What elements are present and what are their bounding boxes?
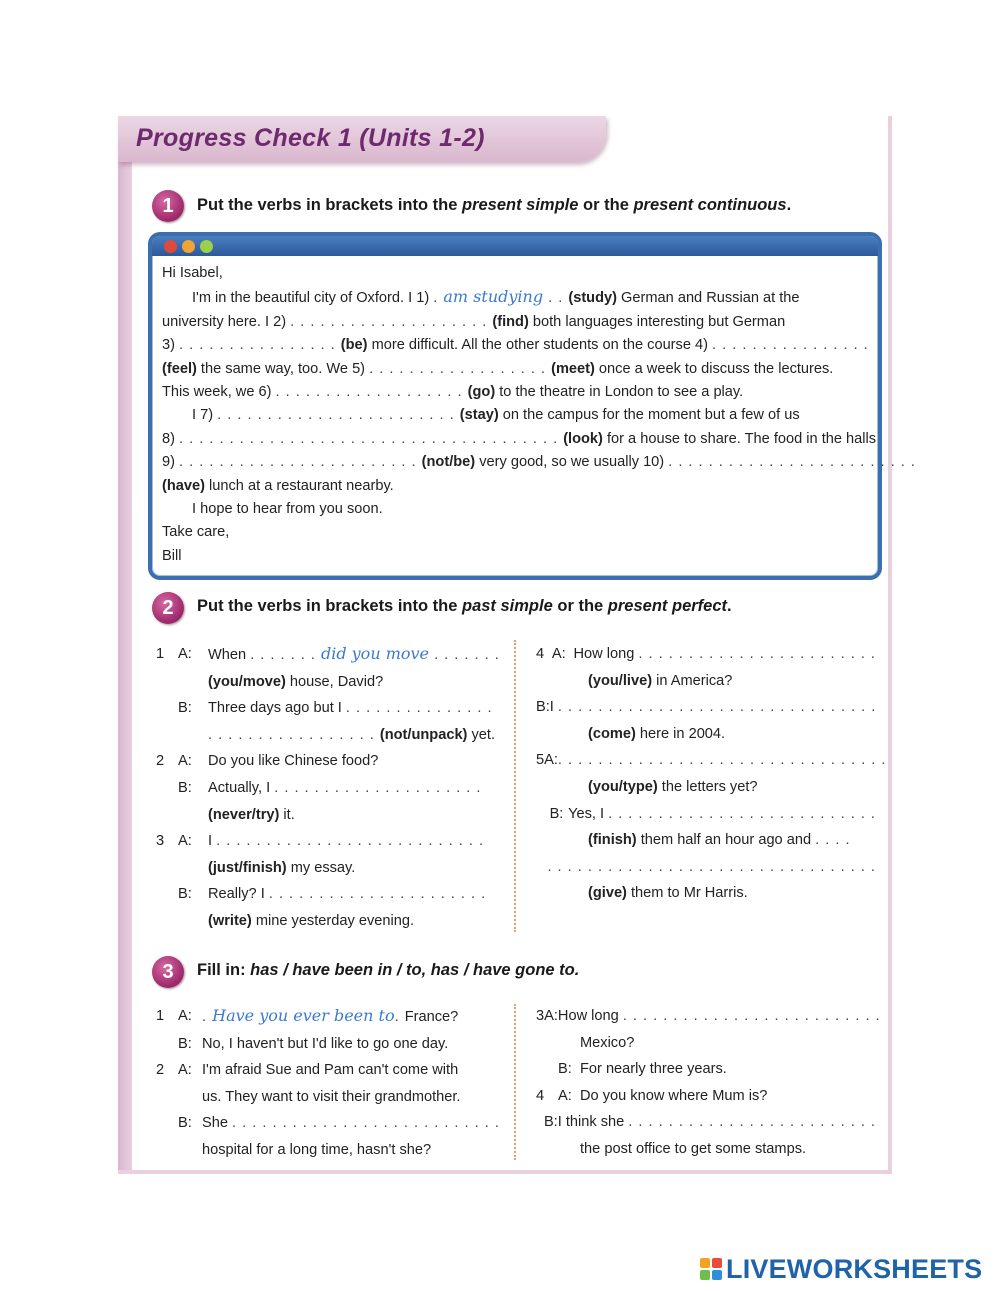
letter-line: 9) . . . . . . . . . . . . . . . . . . . . . . . . (not/be) very good, so we usually 10) . . . . . . . . . . . . . . . . . . . . . . . . . [162, 454, 916, 471]
blank[interactable]: . . . . . . . . . . . . . . . . . . . . . . . . . . . . . . . . . [557, 752, 887, 769]
list-item: hospital for a long time, hasn't she? [202, 1141, 432, 1158]
exercise-1-instruction: Put the verbs in brackets into the present simple or the present continuous. [197, 196, 792, 214]
letter-line: 8) . . . . . . . . . . . . . . . . . . . . . . . . . . . . . . . . . . . . . . (look) for a house to share. The food in the halls [162, 430, 877, 447]
exercise-2-left-column [156, 641, 501, 935]
list-item: B: I . . . . . . . . . . . . . . . . . . . . . . . . . . . . . . . . [536, 699, 877, 716]
list-item: 5 A: . . . . . . . . . . . . . . . . . . . . . . . . . . . . . . . . . [536, 752, 887, 769]
letter-line: This week, we 6) . . . . . . . . . . . . . . . . . . . (go) to the theatre in London to see a play. [162, 384, 744, 401]
list-item: B: She . . . . . . . . . . . . . . . . . . . . . . . . . . . [178, 1115, 500, 1132]
list-item: (give) them to Mr Harris. [588, 885, 748, 902]
blank[interactable]: . . . . . . . . . . . . . . . . . [208, 726, 380, 743]
blank[interactable]: . . . . . . . . . . . . . . . . . . . . . . . . . . [622, 1008, 881, 1024]
column-divider [514, 640, 516, 932]
exercise-2-instruction: Put the verbs in brackets into the past simple or the present perfect. [197, 597, 732, 615]
list-item: us. They want to visit their grandmother. [202, 1088, 461, 1105]
letter-line: university here. I 2) . . . . . . . . . . . . . . . . . . . . (find) both languages interesting but German [162, 313, 786, 330]
orange-dot-icon [182, 240, 195, 253]
exercise-1-number: 1 [152, 190, 184, 222]
list-item: (never/try) it. [208, 806, 295, 823]
blank[interactable]: . . . . . . . . . . . . . . . . . . . . . . . . . . . [608, 805, 876, 822]
logo-grid-icon [700, 1258, 722, 1280]
blank-2[interactable]: . . . . . . . . . . . . . . . . . . . . [290, 313, 493, 330]
logo-text: LIVEWORKSHEETS [726, 1253, 983, 1284]
blank[interactable]: . . . . . . . . . . . . . . . . . . . . . . . . . . . . . . . . [557, 699, 877, 716]
letter-line: 3) . . . . . . . . . . . . . . . . (be) more difficult. All the other students on the course 4) . . . . . . . . . . . . . . . . [162, 337, 869, 354]
list-item: B: For nearly three years. [558, 1061, 727, 1078]
letter-signature: Bill [162, 547, 182, 564]
blank[interactable]: . . . . . . . . . . . . . . . . . . . . . [274, 779, 482, 796]
letter-line: I hope to hear from you soon. [192, 501, 383, 518]
page-left-band [118, 116, 132, 1174]
page-bottom-edge [118, 1170, 892, 1174]
list-item: (write) mine yesterday evening. [208, 912, 415, 929]
letter-text [162, 262, 916, 568]
list-item: 2 A: I'm afraid Sue and Pam can't come with [156, 1062, 459, 1079]
list-item: 1 A: When . . . . . . . did you move . . . . . . . [156, 644, 500, 663]
list-item: (you/live) in America? [588, 672, 733, 689]
red-dot-icon [164, 240, 177, 253]
exercise-3-right-column [536, 1003, 881, 1163]
list-item: 1 A: . Have you ever been to. France? [156, 1006, 459, 1025]
exercise-3-number: 3 [152, 956, 184, 988]
list-item: B: Three days ago but I . . . . . . . . . . . . . . . [178, 700, 493, 717]
column-divider [514, 1004, 516, 1160]
answer-2-1[interactable]: did you move [320, 644, 430, 663]
blank-9[interactable]: . . . . . . . . . . . . . . . . . . . . . . . . [179, 454, 422, 471]
list-item: 3 A: I . . . . . . . . . . . . . . . . . . . . . . . . . . . [156, 833, 485, 850]
blank[interactable]: . . . . . . . . . . . . . . . . . . . . . . . . . . . . . . . . . [547, 858, 876, 875]
blank[interactable]: . . . . . . . . . . . . . . . . . . . . . . . . [638, 646, 876, 662]
list-item: B: Really? I . . . . . . . . . . . . . . . . . . . . . . [178, 886, 487, 903]
list-item: 4 A: How long . . . . . . . . . . . . . . . . . . . . . . . . [536, 646, 876, 662]
blank-4[interactable]: . . . . . . . . . . . . . . . . [712, 337, 869, 354]
list-item: (finish) them half an hour ago and . . . . [588, 832, 851, 849]
list-item: (you/type) the letters yet? [588, 778, 758, 795]
blank-5[interactable]: . . . . . . . . . . . . . . . . . . [369, 360, 552, 377]
letter-line: I 7) . . . . . . . . . . . . . . . . . . . . . . . . (stay) on the campus for the moment but a few of us [192, 407, 800, 424]
list-item: (just/finish) my essay. [208, 859, 356, 876]
letter-line: (feel) the same way, too. We 5) . . . . . . . . . . . . . . . . . . (meet) once a week to discuss the lectures. [162, 360, 834, 377]
blank-6[interactable]: . . . . . . . . . . . . . . . . . . . [275, 384, 468, 401]
page-title: Progress Check 1 (Units 1-2) [136, 124, 485, 152]
list-item: (come) here in 2004. [588, 725, 726, 742]
list-item: B: Actually, I . . . . . . . . . . . . . . . . . . . . . [178, 779, 482, 796]
list-item [536, 854, 876, 881]
exercise-2-number: 2 [152, 592, 184, 624]
blank[interactable]: . . . . . . . . . . . . . . . . . . . . . . . . . [628, 1114, 876, 1131]
letter-line: (have) lunch at a restaurant nearby. [162, 477, 394, 494]
list-item: 3 A: How long . . . . . . . . . . . . . . . . . . . . . . . . . . [536, 1008, 881, 1024]
answer-3-1[interactable]: Have you ever been to [212, 1006, 395, 1025]
letter-greeting: Hi Isabel, [162, 265, 223, 281]
list-item: 4 A: Do you know where Mum is? [536, 1087, 768, 1104]
blank-3[interactable]: . . . . . . . . . . . . . . . . [179, 337, 341, 354]
blank-10[interactable]: . . . . . . . . . . . . . . . . . . . . . . . . . [668, 454, 916, 471]
list-item: B: Yes, I . . . . . . . . . . . . . . . . . . . . . . . . . . . [549, 805, 876, 822]
exercise-3-instruction: Fill in: has / have been in / to, has / have gone to. [197, 961, 580, 979]
blank[interactable]: . . . . . . . . . . . . . . . . . . . . . . . . . . . [216, 833, 485, 850]
exercise-3-left-column [156, 1003, 502, 1164]
liveworksheets-logo [700, 1252, 982, 1286]
page-right-edge [888, 116, 892, 1174]
letter-line: I'm in the beautiful city of Oxford. I 1) . am studying . . (study) German and Russian at the [192, 287, 800, 307]
blank[interactable]: . . . . . . . . . . . . . . . [345, 700, 493, 717]
green-dot-icon [200, 240, 213, 253]
letter-line: Take care, [162, 524, 230, 541]
letter-window-bar [152, 236, 878, 256]
list-item: the post office to get some stamps. [580, 1140, 807, 1157]
list-item: . . . . . . . . . . . . . . . . . (not/unpack) yet. [208, 726, 495, 743]
list-item: 2 A: Do you like Chinese food? [156, 753, 379, 770]
blank[interactable]: . . . . . . . . . . . . . . . . . . . . . . . . . . . [232, 1115, 500, 1132]
list-item: (you/move) house, David? [208, 673, 384, 690]
blank-8[interactable]: . . . . . . . . . . . . . . . . . . . . . . . . . . . . . . . . . . . . . . [179, 430, 564, 447]
list-item: B: I think she . . . . . . . . . . . . . . . . . . . . . . . . . [543, 1114, 876, 1131]
exercise-2-right-column [536, 641, 887, 907]
list-item: Mexico? [580, 1034, 635, 1051]
blank-7[interactable]: . . . . . . . . . . . . . . . . . . . . . . . . [217, 407, 460, 424]
answer-1[interactable]: am studying [443, 287, 544, 307]
list-item: B: No, I haven't but I'd like to go one day. [178, 1035, 449, 1052]
blank[interactable]: . . . . . . . . . . . . . . . . . . . . . . [268, 886, 487, 903]
